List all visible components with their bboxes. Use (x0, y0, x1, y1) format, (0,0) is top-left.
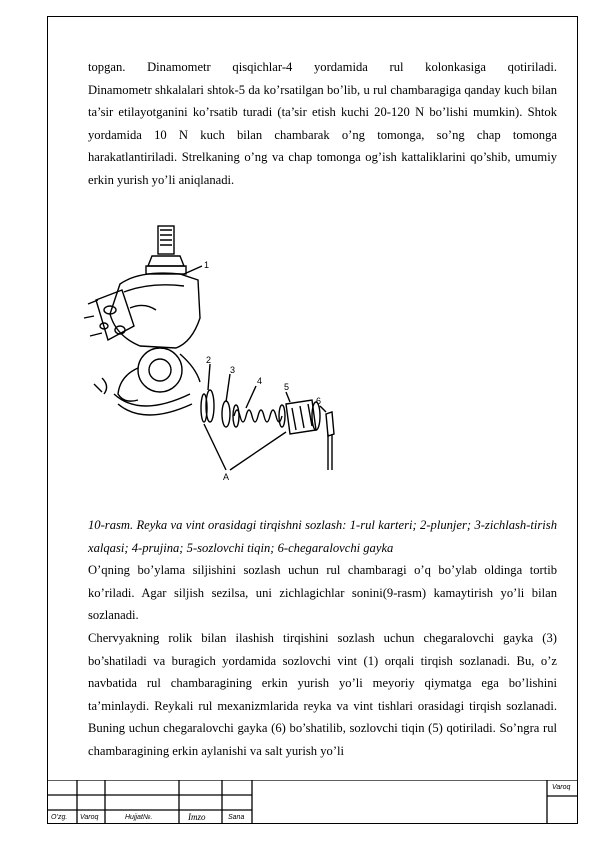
lower-text (88, 514, 557, 763)
paragraph-3: Chervyakning rolik bilan ilashish tirqishini sozlash uchun chegaralovchi gayka (3) bo’shatiladi va buragich yordamida sozlovchi vint (1) orqali tirqish sozlanadi. Bu, o’z navbatida rul chambaragining erkin yurish yo’li meyoriy qiymatga ega bo’lishini ta’minlaydi. Reykali rul mexanizmlarida reyka va vint tishlari orasidagi tirqish sozlanadi. Buning uchun chegaralovchi gayka (6) bo’shatilib, sozlovchi tiqin (5) qotiriladi. So’ngra rul chambaragining erkin aylanishi va salt yurish yo’li (88, 630, 557, 758)
title-block (47, 780, 578, 824)
figure-label-6: 6 (316, 396, 322, 406)
steering-mechanism-drawing (80, 218, 350, 486)
stamp-sana-label: Sana (228, 814, 245, 821)
figure-label-1: 1 (204, 260, 210, 270)
stamp-varoq-right-label: Varoq (552, 784, 571, 791)
paragraph-2: O’qning bo’ylama siljishini sozlash uchun rul chambaragi o’q bo’ylab oldinga tortib ko’riladi. Agar siljish sezilsa, uni zichlagichlar sonini(9-rasm) kamaytirish yo’li bilan sozlanadi. (88, 563, 557, 623)
stamp-hujjat-label: Hujjat№. (125, 814, 153, 821)
stamp-varoq-label: Varoq (80, 814, 99, 821)
figure-label-2: 2 (206, 355, 212, 365)
figure-label-4: 4 (257, 376, 263, 386)
stamp-imzo-label: Imzo (188, 812, 206, 822)
paragraph-1-body: Dinamometr shkalalari shtok-5 da ko’rsatilgan bo’lib, u rul chambaragiga qanday kuch bilan ta’sir etilayotganini ko’rsatib turadi (ta’sir etish kuchi 20-120 N bo’lishi mumkin). Shtok yordamida 10 N kuch bilan chambarak o’ng tomonga, so’ng chap tomonga harakatlantiriladi. Strelkaning o’ng va chap tomonga og’ish kattaliklarini qo’shib, umumiy erkin yurish yo’li aniqlanadi. (88, 82, 557, 187)
figure-label-a: A (223, 472, 230, 482)
figure-label-5: 5 (284, 382, 290, 392)
figure-label-3: 3 (230, 365, 236, 375)
figure-caption: 10-rasm. Reyka va vint orasidagi tirqishni sozlash: 1-rul karteri; 2-plunjer; 3-zichlash-tirish xalqasi; 4-prujina; 5-sozlovchi tiqin; 6-chegaralovchi gayka (88, 518, 557, 555)
stamp-ozg-label: O’zg. (51, 814, 68, 821)
paragraph-1-line-1: topgan. Dinamometr qisqichlar-4 yordamida rul kolonkasiga qotiriladi. (88, 60, 557, 74)
steering-mechanism-figure (80, 218, 350, 486)
paragraph-1 (88, 56, 557, 192)
